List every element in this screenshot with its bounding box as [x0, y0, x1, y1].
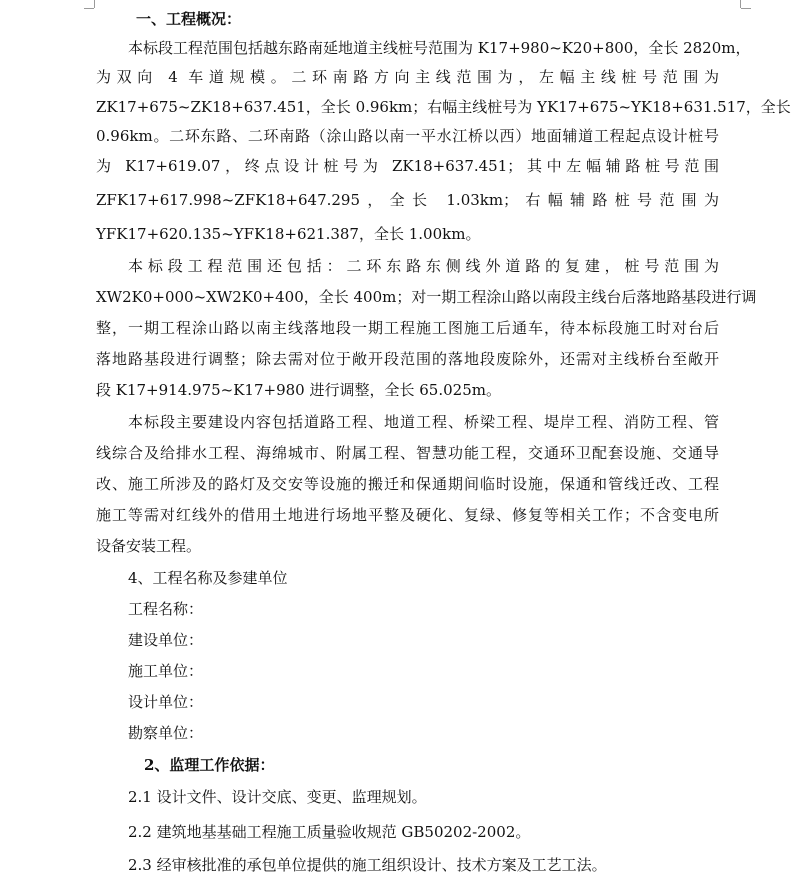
paragraph-line: 设备安装工程。	[96, 537, 202, 555]
paragraph-line: ZFK17+617.998~ZFK18+647.295，全长 1.03km；右幅辅路桩号范围为	[96, 191, 719, 209]
paragraph-line: 改、施工所涉及的路灯及交安等设施的搬迁和保通期间临时设施，保通和管线迁改、工程	[96, 475, 719, 493]
paragraph-line: XW2K0+000~XW2K0+400，全长 400m；对一期工程涂山路以南段主线台后落地路基段进行调	[96, 288, 757, 306]
unit-label-surveyor: 勘察单位：	[128, 724, 204, 742]
unit-label-designer: 设计单位：	[128, 693, 204, 711]
unit-label-project-name: 工程名称：	[128, 600, 204, 618]
paragraph-line: 本标段工程范围还包括：二环东路东侧线外道路的复建，桩号范围为	[128, 257, 719, 275]
heading-project-overview: 一、工程概况：	[136, 10, 242, 28]
paragraph-line: 施工等需对红线外的借用土地进行场地平整及硬化、复绿、修复等相关工作；不含变电所	[96, 506, 719, 524]
section-title: 4、工程名称及参建单位	[128, 569, 288, 587]
paragraph-line: 0.96km。二环东路、二环南路（涂山路以南一平水江桥以西）地面辅道工程起点设计桩号	[96, 127, 719, 145]
paragraph-line: 线综合及给排水工程、海绵城市、附属工程、智慧功能工程，交通环卫配套设施、交通导	[96, 444, 719, 462]
paragraph-line: 整，一期工程涂山路以南主线落地段一期工程施工图施工后通车，待本标段施工时对台后	[96, 319, 719, 337]
paragraph-line: 为双向 4 车道规模。二环南路方向主线范围为，左幅主线桩号范围为	[96, 68, 719, 86]
basis-item: 2.2 建筑地基基础工程施工质量验收规范 GB50202-2002。	[128, 823, 531, 841]
paragraph-line: 落地路基段进行调整；除去需对位于敞开段范围的落地段废除外，还需对主线桥台至敞开	[96, 350, 719, 368]
margin-corner-mark	[740, 0, 742, 8]
margin-corner-mark	[94, 0, 96, 8]
heading-supervision-basis: 2、监理工作依据：	[144, 756, 275, 774]
paragraph-line: ZK17+675~ZK18+637.451，全长 0.96km；右幅主线桩号为 YK17+675~YK18+631.517，全长	[96, 98, 791, 116]
basis-item: 2.1 设计文件、设计交底、变更、监理规划。	[128, 788, 427, 806]
basis-item: 2.3 经审核批准的承包单位提供的施工组织设计、技术方案及工艺工法。	[128, 856, 607, 874]
paragraph-line: 本标段工程范围包括越东路南延地道主线桩号范围为 K17+980~K20+800，全长 2820m，	[128, 39, 751, 57]
unit-label-owner: 建设单位：	[128, 631, 204, 649]
paragraph-line: 本标段主要建设内容包括道路工程、地道工程、桥梁工程、堤岸工程、消防工程、管	[128, 413, 719, 431]
paragraph-line: 段 K17+914.975~K17+980 进行调整，全长 65.025m。	[96, 381, 501, 399]
margin-corner-mark	[84, 8, 94, 10]
unit-label-contractor: 施工单位：	[128, 662, 204, 680]
paragraph-line: YFK17+620.135~YFK18+621.387，全长 1.00km。	[96, 225, 481, 243]
paragraph-line: 为 K17+619.07，终点设计桩号为 ZK18+637.451；其中左幅辅路桩号范围	[96, 157, 719, 175]
